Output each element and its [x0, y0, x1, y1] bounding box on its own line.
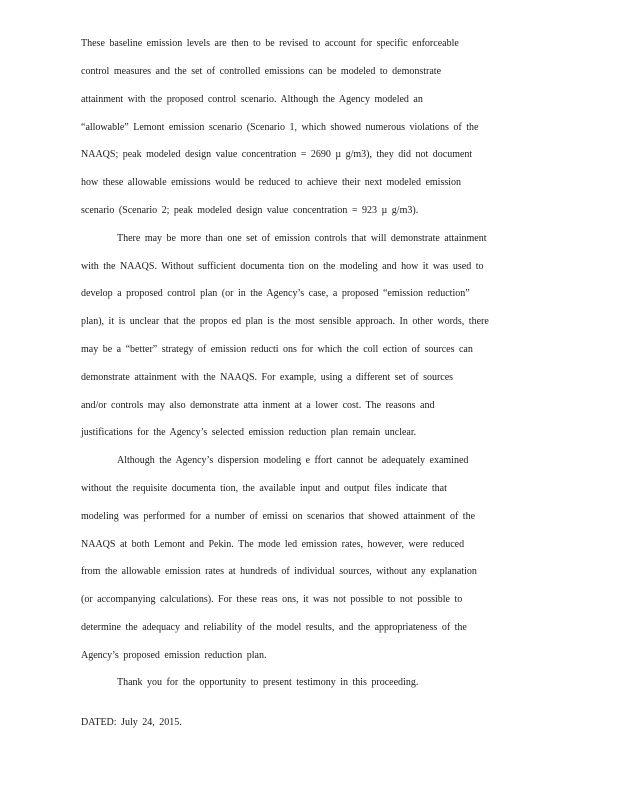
text-line: NAAQS at both Lemont and Pekin. The mode led emission rates, however, were reduced: [81, 539, 465, 550]
text-line: attainment with the proposed control scenario. Although the Agency modeled an: [81, 94, 423, 105]
text-line: There may be more than one set of emission controls that will demonstrate attainment: [117, 233, 487, 244]
text-line: These baseline emission levels are then to be revised to account for specific enforceable: [81, 38, 459, 49]
text-line: “allowable” Lemont emission scenario (Scenario 1, which showed numerous violations of the: [81, 122, 479, 133]
text-line: Although the Agency’s dispersion modeling e ffort cannot be adequately examined: [117, 455, 469, 466]
text-line: Thank you for the opportunity to present testimony in this proceeding.: [117, 677, 419, 688]
text-line: NAAQS; peak modeled design value concentration = 2690 µ g/m3), they did not document: [81, 149, 473, 160]
text-line: determine the adequacy and reliability of the model results, and the appropriateness of the: [81, 622, 467, 633]
text-line: scenario (Scenario 2; peak modeled design value concentration = 923 µ g/m3).: [81, 205, 419, 216]
text-line: with the NAAQS. Without sufficient documenta tion on the modeling and how it was used to: [81, 261, 484, 272]
text-line: control measures and the set of controlled emissions can be modeled to demonstrate: [81, 66, 442, 77]
text-line: demonstrate attainment with the NAAQS. For example, using a different set of sources: [81, 372, 454, 383]
text-line: (or accompanying calculations). For these reas ons, it was not possible to not possible to: [81, 594, 463, 605]
text-line: develop a proposed control plan (or in the Agency’s case, a proposed “emission reduction”: [81, 288, 470, 299]
text-line: and/or controls may also demonstrate atta inment at a lower cost. The reasons and: [81, 400, 435, 411]
text-line: plan), it is unclear that the propos ed plan is the most sensible approach. In other words, there: [81, 316, 489, 327]
text-line: without the requisite documenta tion, the available input and output files indicate that: [81, 483, 447, 494]
text-line: how these allowable emissions would be reduced to achieve their next modeled emission: [81, 177, 462, 188]
text-line: may be a “better” strategy of emission reducti ons for which the coll ection of sources can: [81, 344, 473, 355]
text-line: modeling was performed for a number of emissi on scenarios that showed attainment of the: [81, 511, 476, 522]
text-line: justifications for the Agency’s selected emission reduction plan remain unclear.: [81, 427, 417, 438]
text-line: from the allowable emission rates at hundreds of individual sources, without any explanation: [81, 566, 477, 577]
text-line: Agency’s proposed emission reduction plan.: [81, 650, 267, 661]
dated-line: DATED: July 24, 2015.: [81, 717, 182, 728]
